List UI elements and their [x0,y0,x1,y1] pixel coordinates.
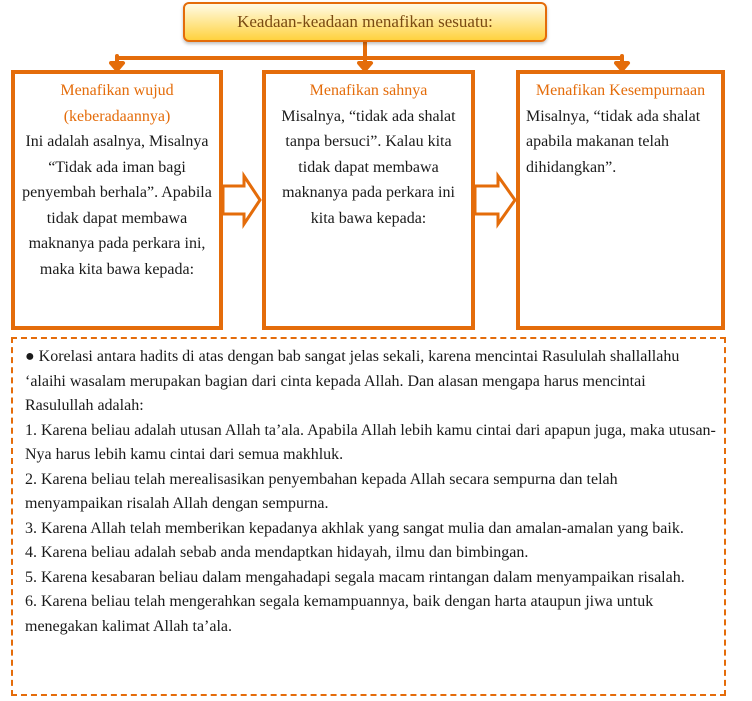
notes-item: 4. Karena beliau adalah sebab anda mendaptkan hidayah, ilmu dan bimbingan. [25,544,529,561]
diagram-title: Keadaan-keadaan menafikan sesuatu: [183,2,547,42]
box-body: Misalnya, “tidak ada shalat apabila makanan telah dihidangkan”. [526,107,701,176]
block-arrow-2 [475,176,515,224]
notes-item: 5. Karena kesabaran beliau dalam mengahadapi segala macam rintangan dalam menyampaikan risalah. [25,568,685,586]
box-body: Ini adalah asalnya, Misalnya “Tidak ada iman bagi penyembah berhala”. Apabila tidak dapat membawa maknanya pada perkara ini, maka kita bawa kepada: [22,133,212,278]
box-menafikan-kesempurnaan [516,70,725,330]
box-menafikan-sahnya [262,70,475,330]
box-heading: Menafikan sahnya [309,82,428,99]
notes-item: 2. Karena beliau telah merealisasikan penyembahan kepada Allah secara sempurna dan telah menyampaikan risalah Allah dengan sempurna. [25,470,618,512]
box-menafikan-wujud [11,70,223,330]
notes-panel [11,337,726,696]
box-body: Misalnya, “tidak ada shalat tanpa bersuci”. Kalau kita tidak dapat membawa maknanya pada perkara ini kita bawa kepada: [281,107,456,227]
notes-item: 3. Karena Allah telah memberikan kepadanya akhlak yang sangat mulia dan amalan-amalan yang baik. [25,519,684,537]
block-arrow-1 [223,176,260,224]
box-heading: Menafikan wujud (keberadaannya) [60,82,174,125]
notes-intro: ● Korelasi antara hadits di atas dengan bab sangat jelas sekali, karena mencintai Rasululah shallallahu ‘alaihi wasalam merupakan bagian dari cinta kepada Allah. Dan alasan mengapa harus mencintai Rasulullah adalah: [25,348,680,414]
notes-item: 6. Karena beliau telah mengerahkan segala kemampuannya, baik dengan harta ataupun jiwa untuk menegakan kalimat Allah ta’ala. [25,593,654,635]
box-heading: Menafikan Kesempurnaan [535,82,706,99]
notes-item: 1. Karena beliau adalah utusan Allah ta’ala. Apabila Allah lebih kamu cintai dari apapun juga, maka utusan-Nya harus lebih kamu cintai dari semua makhluk. [25,421,716,463]
